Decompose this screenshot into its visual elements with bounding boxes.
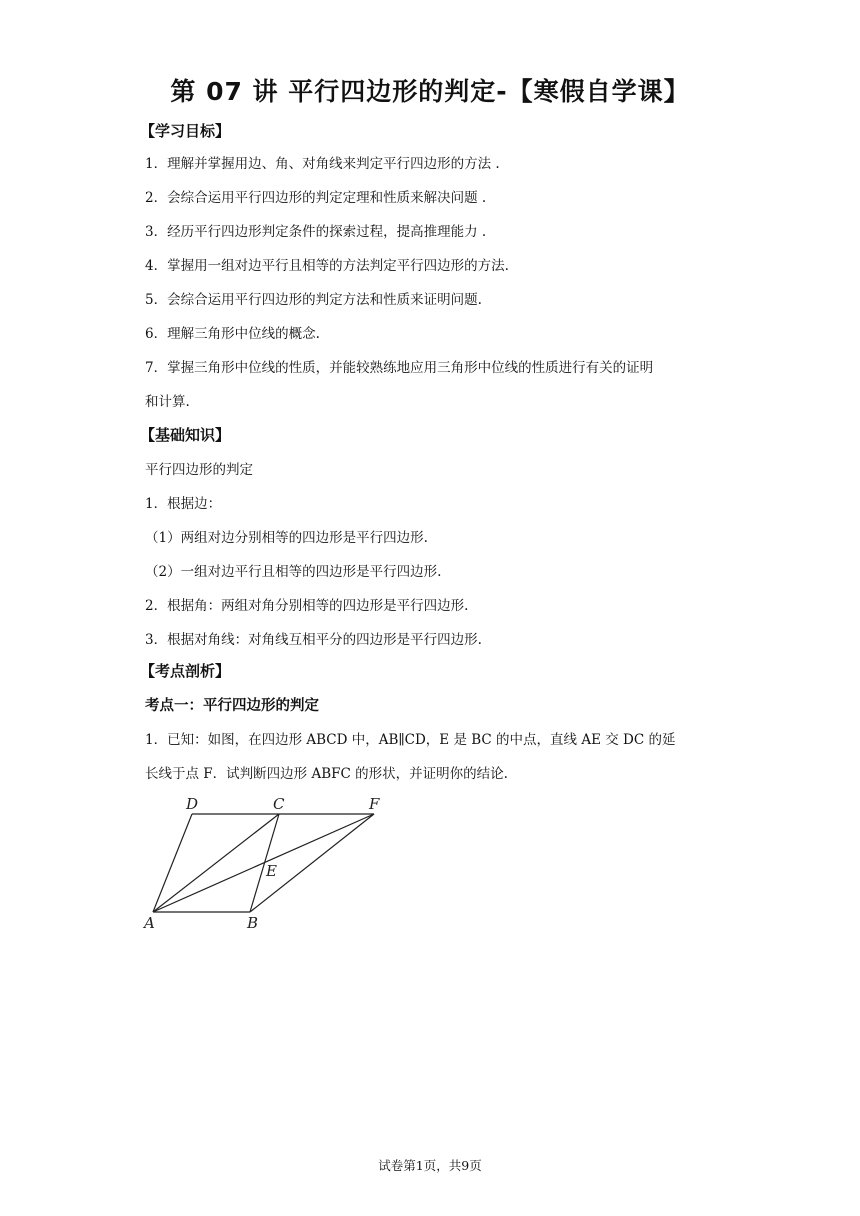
basics-item: （2）一组对边平行且相等的四边形是平行四边形. xyxy=(145,564,442,580)
point-label-c: C xyxy=(273,795,285,813)
basics-item: 2．根据角：两组对角分别相等的四边形是平行四边形. xyxy=(145,598,469,614)
objective-item: 1．理解并掌握用边、角、对角线来判定平行四边形的方法 . xyxy=(145,156,500,172)
geometry-figure xyxy=(140,790,400,940)
objectives-heading: 【学习目标】 xyxy=(140,122,231,140)
point-label-b: B xyxy=(247,914,259,932)
analysis-heading: 【考点剖析】 xyxy=(140,662,231,680)
topic-title: 考点一：平行四边形的判定 xyxy=(145,698,319,714)
objective-item: 7．掌握三角形中位线的性质，并能较熟练地应用三角形中位线的性质进行有关的证明 xyxy=(145,360,654,376)
objective-item: 2．会综合运用平行四边形的判定定理和性质来解决问题 . xyxy=(145,190,487,206)
point-label-f: F xyxy=(369,795,380,813)
objective-item: 3．经历平行四边形判定条件的探索过程，提高推理能力 . xyxy=(145,224,487,240)
problem-line: 1．已知：如图，在四边形 ABCD 中，AB∥CD，E 是 BC 的中点，直线 AE 交 DC 的延 xyxy=(145,732,676,748)
basics-item: 1．根据边： xyxy=(145,496,222,512)
objective-item: 6．理解三角形中位线的概念. xyxy=(145,326,320,342)
point-label-e: E xyxy=(266,862,277,880)
basics-heading: 【基础知识】 xyxy=(140,426,231,444)
page-footer: 试卷第1页，共9页 xyxy=(378,1158,482,1173)
problem-line: 长线于点 F．试判断四边形 ABFC 的形状，并证明你的结论. xyxy=(145,766,508,782)
objective-item: 4．掌握用一组对边平行且相等的方法判定平行四边形的方法. xyxy=(145,258,509,274)
objective-item: 5．会综合运用平行四边形的判定方法和性质来证明问题. xyxy=(145,292,482,308)
basics-item: （1）两组对边分别相等的四边形是平行四边形. xyxy=(145,530,428,546)
objective-item: 和计算. xyxy=(145,394,190,410)
point-label-d: D xyxy=(186,795,199,813)
basics-item: 3．根据对角线：对角线互相平分的四边形是平行四边形. xyxy=(145,632,482,648)
basics-item: 平行四边形的判定 xyxy=(145,462,253,478)
point-label-a: A xyxy=(144,914,155,932)
page-title: 第 07 讲 平行四边形的判定-【寒假自学课】 xyxy=(170,77,690,106)
